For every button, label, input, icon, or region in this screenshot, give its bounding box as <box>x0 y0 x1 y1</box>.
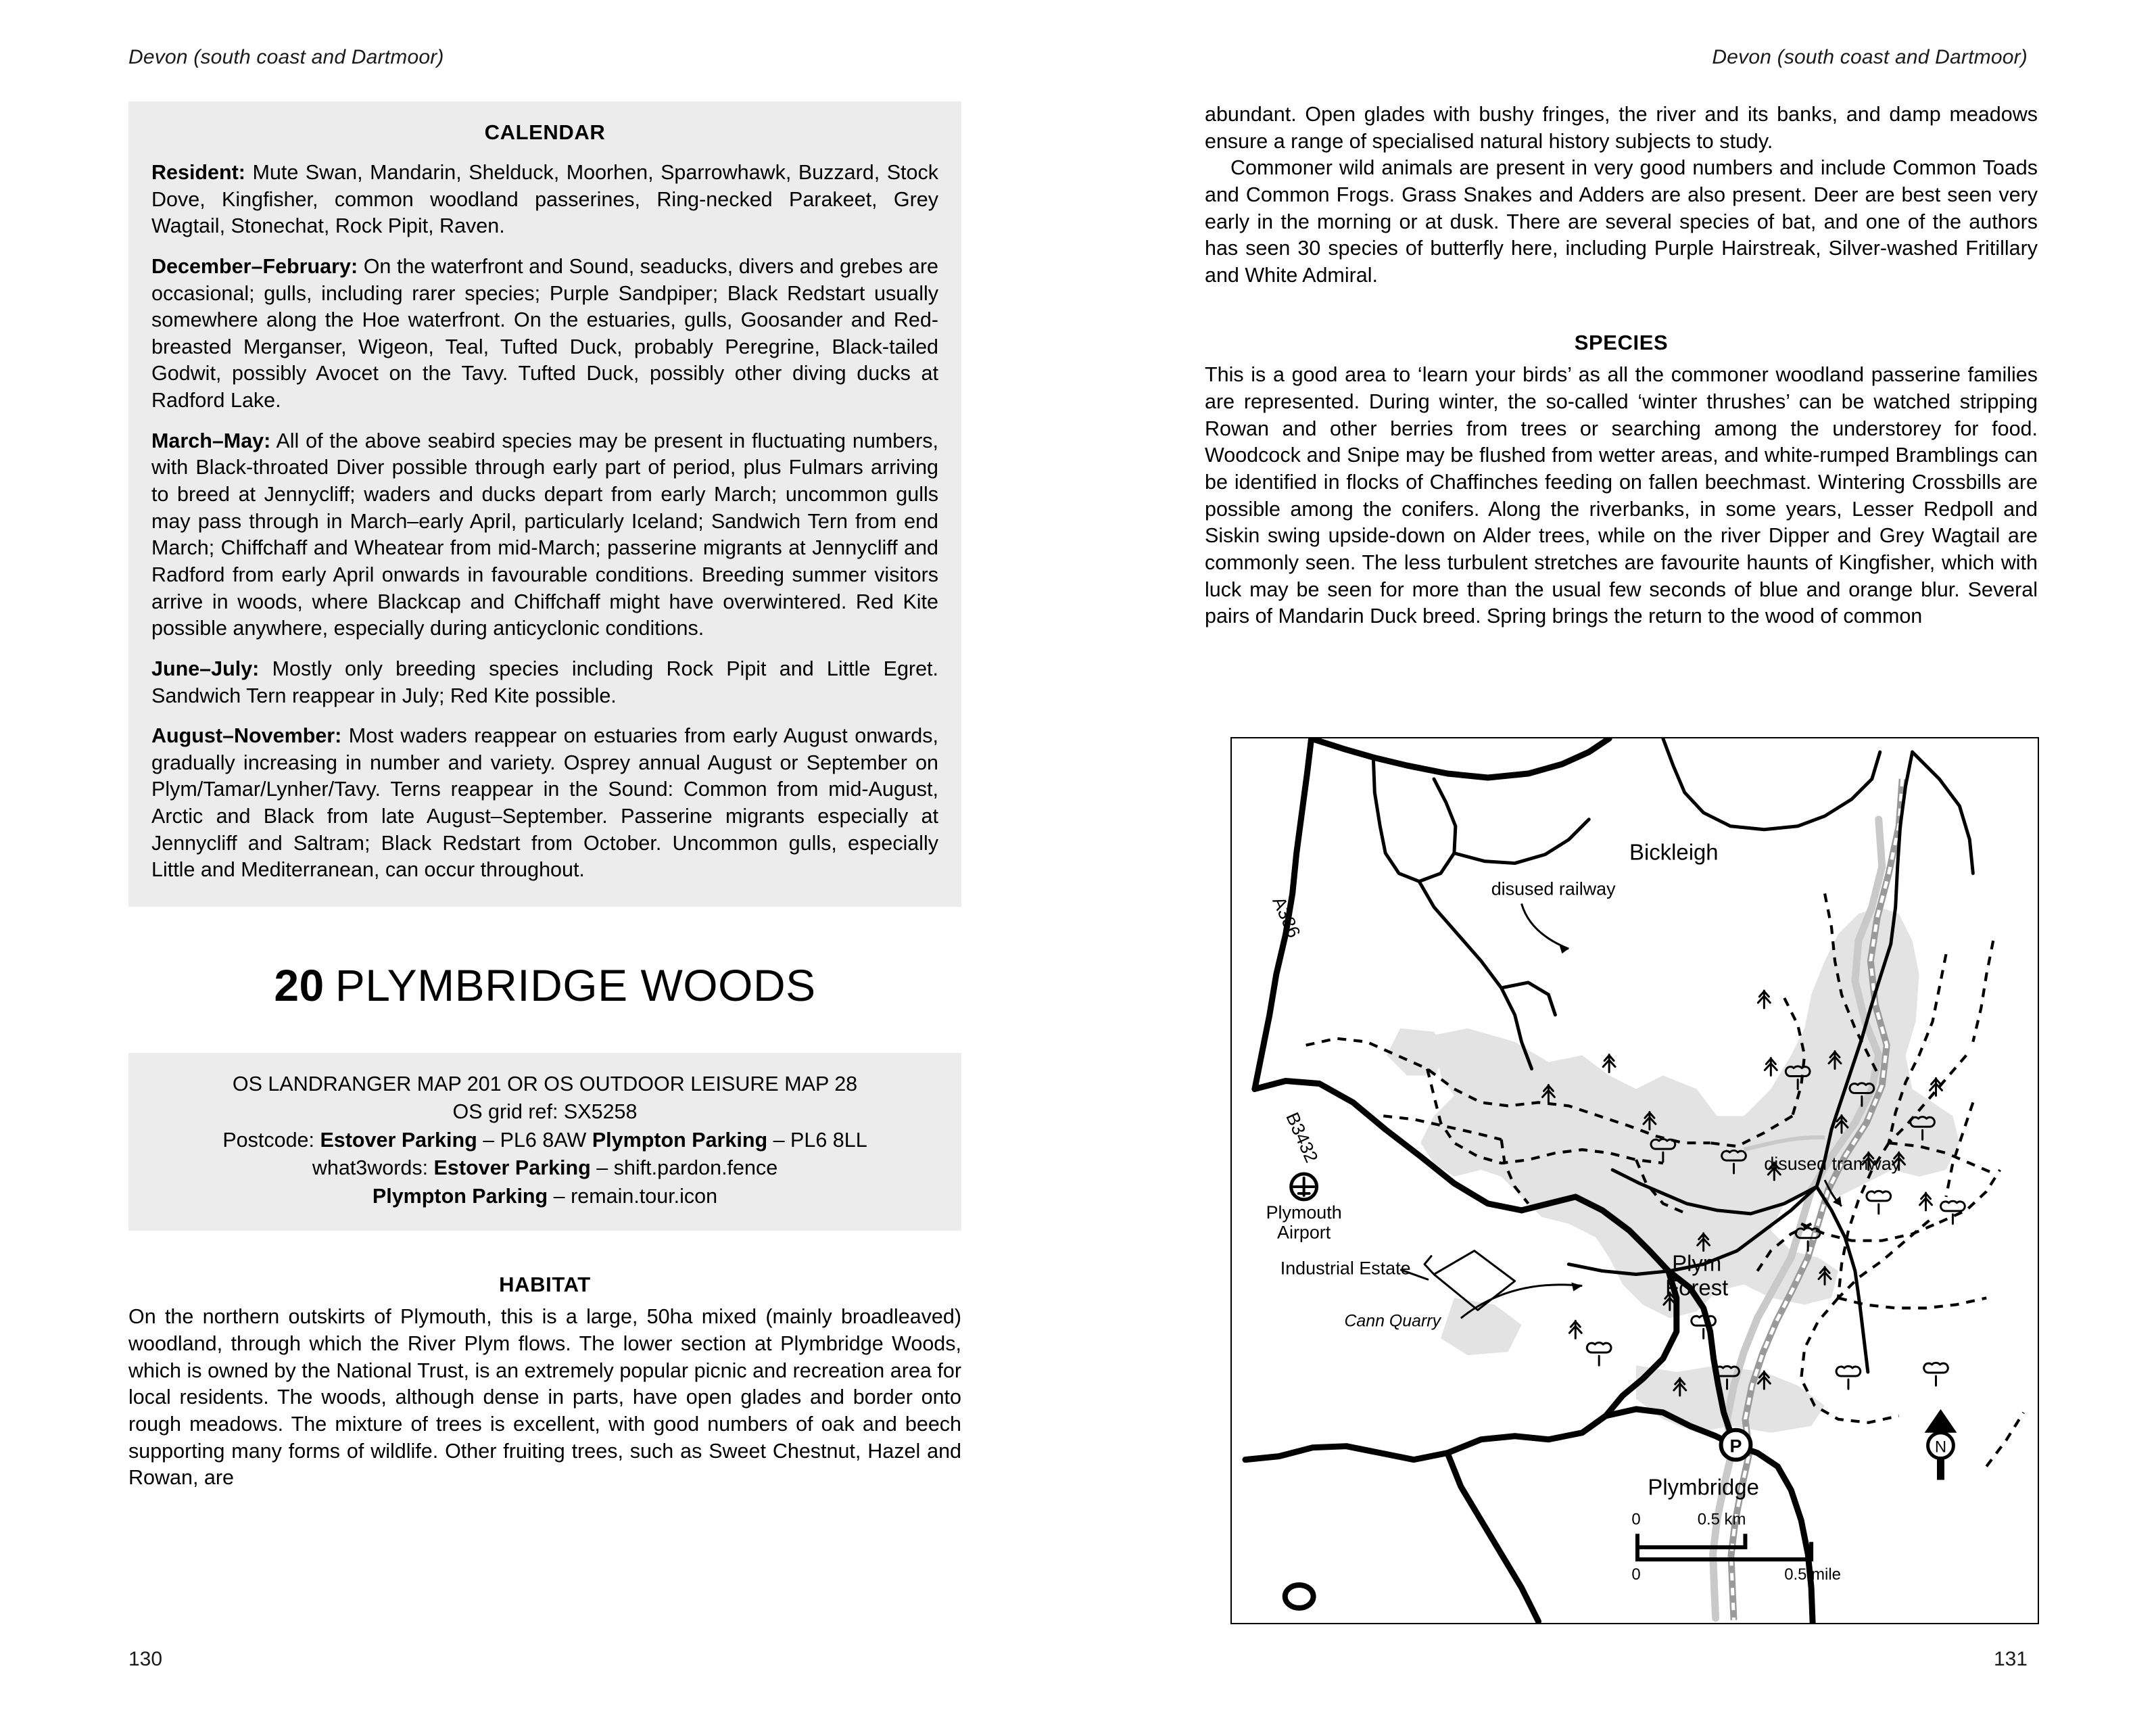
right-column <box>1205 101 2038 630</box>
roundabout-marker <box>1285 1585 1314 1608</box>
calendar-title: CALENDAR <box>484 120 606 144</box>
scale-km-value: 0.5 km <box>1697 1510 1746 1529</box>
plym-forest-label-line1: Plym <box>1672 1250 1722 1276</box>
calendar-entry-text: On the waterfront and Sound, seaducks, divers and grebes are occasional; gulls, including rarer species; Purple Sandpiper; Black Redstart usually somewhere along the Hoe waterfront. On the estuaries, gulls, Goosander and Red-breasted Merganser, Wigeon, Teal, Tufted Duck, probably Peregrine, Black-tailed Godwit, possibly Avocet on the Tavy. Tufted Duck, possibly other diving ducks at Radford Lake. <box>151 254 938 412</box>
w3w-estover-value: – shift.pardon.fence <box>590 1156 778 1180</box>
calendar-entry-march-may <box>151 428 938 642</box>
running-head-right: Devon (south coast and Dartmoor) <box>1712 46 2028 68</box>
industrial-estate-label: Industrial Estate <box>1280 1258 1411 1279</box>
what3words-line-2 <box>142 1183 948 1210</box>
calendar-entry-lead: March–May: <box>151 429 271 452</box>
w3w-estover-label: Estover Parking <box>433 1156 591 1180</box>
w3w-label: what3words: <box>312 1156 434 1180</box>
postcode-plympton-label: Plympton Parking <box>592 1128 768 1152</box>
habitat-paragraph: On the northern outskirts of Plymouth, this is a large, 50ha mixed (mainly broadleaved) woodland, through which the River Plym flows. The lower section at Plymbridge Woods, which is owned by the National Trust, is an extremely popular picnic and recreation area for local residents. The woods, although dense in parts, have open glades and border onto rough meadows. The mixture of trees is excellent, with good numbers of oak and beech supporting many forms of wildlife. Other fruiting trees, such as Sweet Chestnut, Hazel and Rowan, are <box>128 1305 961 1490</box>
scale-bar <box>1631 1510 1841 1584</box>
bickleigh-label: Bickleigh <box>1629 839 1719 865</box>
left-column <box>128 101 961 1492</box>
os-grid-ref-line: OS grid ref: SX5258 <box>452 1100 638 1124</box>
parking-marker-letter: P <box>1729 1436 1742 1457</box>
road-label-b3432: B3432 <box>1282 1109 1322 1166</box>
plym-forest-label-line2: Forest <box>1665 1275 1729 1300</box>
page-number-right: 131 <box>1993 1648 2028 1670</box>
what3words-line <box>142 1154 948 1182</box>
calendar-entry-december-february <box>151 254 938 415</box>
calendar-entry-text: Mostly only breeding species including Rock Pipit and Little Egret. Sandwich Tern reappear in July; Red Kite possible. <box>151 657 938 707</box>
habitat-animals-paragraph: Commoner wild animals are present in very good numbers and include Common Toads and Common Frogs. Grass Snakes and Adders are also present. Deer are best seen very early in the morning or at dusk. There are several species of bat, and one of the authors has seen 30 species of butterfly here, including Purple Hairstreak, Silver-washed Fritillary and White Admiral. <box>1205 156 2038 287</box>
calendar-entry-lead: June–July: <box>151 657 260 680</box>
disused-railway-callout <box>1491 878 1616 953</box>
calendar-entry-text: All of the above seabird species may be present in fluctuating numbers, with Black-throated Diver possible through early part of period, plus Fulmars arriving to breed at Jennycliff; waders and ducks depart from early March; uncommon gulls may pass through in March–early April, particularly Iceland; Sandwich Tern from end March; Chiffchaff and Wheatear from mid-March; passerine migrants at Jennycliff and Radford from early April onwards in favourable conditions. Breeding summer visitors arrive in woods, where Blackcap and Chiffchaff might have overwintered. Red Kite possible anywhere, especially during anticyclonic conditions. <box>151 429 938 640</box>
page-title <box>128 960 961 1011</box>
calendar-entry-lead: Resident: <box>151 161 245 184</box>
disused-railway-label: disused railway <box>1491 878 1616 899</box>
scale-km-zero: 0 <box>1631 1510 1641 1529</box>
industrial-estate-callout <box>1280 1258 1429 1280</box>
north-arrow-icon <box>1925 1409 1957 1480</box>
north-arrow-letter: N <box>1934 1438 1947 1457</box>
disused-tramway-label: disused tramway <box>1764 1154 1901 1175</box>
postcode-estover-label: Estover Parking <box>320 1128 477 1152</box>
cann-quarry-label: Cann Quarry <box>1344 1311 1441 1331</box>
site-number: 20 <box>274 960 325 1011</box>
postcode-label: Postcode: <box>222 1128 320 1152</box>
site-name: PLYMBRIDGE WOODS <box>335 960 816 1011</box>
scale-mile-value: 0.5 mile <box>1784 1565 1841 1584</box>
calendar-entry-text: Mute Swan, Mandarin, Shelduck, Moorhen, Sparrowhawk, Buzzard, Stock Dove, Kingfisher, common woodland passerines, Ring-necked Parakeet, Grey Wagtail, Stonechat, Rock Pipit, Raven. <box>151 161 938 238</box>
habitat-heading: HABITAT <box>499 1273 591 1297</box>
map-reference-box <box>128 1053 961 1231</box>
postcode-plympton-value: – PL6 8LL <box>767 1128 867 1152</box>
species-heading: SPECIES <box>1574 331 1669 355</box>
plymouth-airport-label-line1: Plymouth <box>1266 1202 1342 1223</box>
plymbridge-label: Plymbridge <box>1648 1474 1759 1500</box>
calendar-entry-resident <box>151 160 938 240</box>
calendar-entry-lead: December–February: <box>151 254 358 278</box>
scale-mile-zero: 0 <box>1631 1565 1641 1584</box>
plymouth-airport-label-line2: Airport <box>1277 1222 1331 1243</box>
calendar-entry-text: Most waders reappear on estuaries from early August onwards, gradually increasing in number and variety. Osprey annual August or September on Plym/Tamar/Lynher/Tavy. Terns reappear in the Sound: Common from mid-August, Arctic and Black from late August–September. Passerine migrants especially at Jennycliff and Saltram; Black Redstart from October. Uncommon gulls, especially Little and Mediterranean, can occur throughout. <box>151 724 938 882</box>
os-map-line: OS LANDRANGER MAP 201 OR OS OUTDOOR LEISURE MAP 28 <box>232 1072 858 1096</box>
w3w-plympton-value: – remain.tour.icon <box>548 1184 718 1208</box>
running-head-left: Devon (south coast and Dartmoor) <box>128 46 444 68</box>
postcode-estover-value: – PL6 8AW <box>477 1128 592 1152</box>
parking-marker <box>1721 1430 1751 1460</box>
plymouth-airport-marker <box>1291 1174 1317 1200</box>
calendar-entry-lead: August–November: <box>151 724 342 748</box>
species-paragraph: This is a good area to ‘learn your birds’ as all the commoner woodland passerine families are represented. During winter, the so-called ‘winter thrushes’ can be watched stripping Rowan and other berries from trees or searching among the understorey for food. Woodcock and Snipe may be flushed from wetter areas, and white-rumped Bramblings can be identified in flocks of Chaffinches feeding on fallen beechmast. Wintering Crossbills are possible among the conifers. Along the riverbanks, in some years, Lesser Redpoll and Siskin swing upside-down on Alder trees, while on the river Dipper and Grey Wagtail are commonly seen. The less turbulent stretches are favourite haunts of Kingfisher, which with luck may be seen for more than the usual few seconds of blue and orange blur. Several pairs of Mandarin Duck breed. Spring brings the return to the wood of common <box>1205 363 2038 628</box>
road-label-a386: A386 <box>1268 893 1305 941</box>
w3w-plympton-label: Plympton Parking <box>372 1184 548 1208</box>
site-map <box>1230 737 2039 1624</box>
postcode-line <box>142 1127 948 1154</box>
page-number-left: 130 <box>128 1648 163 1670</box>
calendar-entry-august-november <box>151 723 938 884</box>
habitat-continuation-paragraph: abundant. Open glades with bushy fringes, the river and its banks, and damp meadows ensure a range of specialised natural history subjects to study. <box>1205 103 2038 153</box>
calendar-entry-june-july <box>151 656 938 709</box>
calendar-panel <box>128 101 961 907</box>
